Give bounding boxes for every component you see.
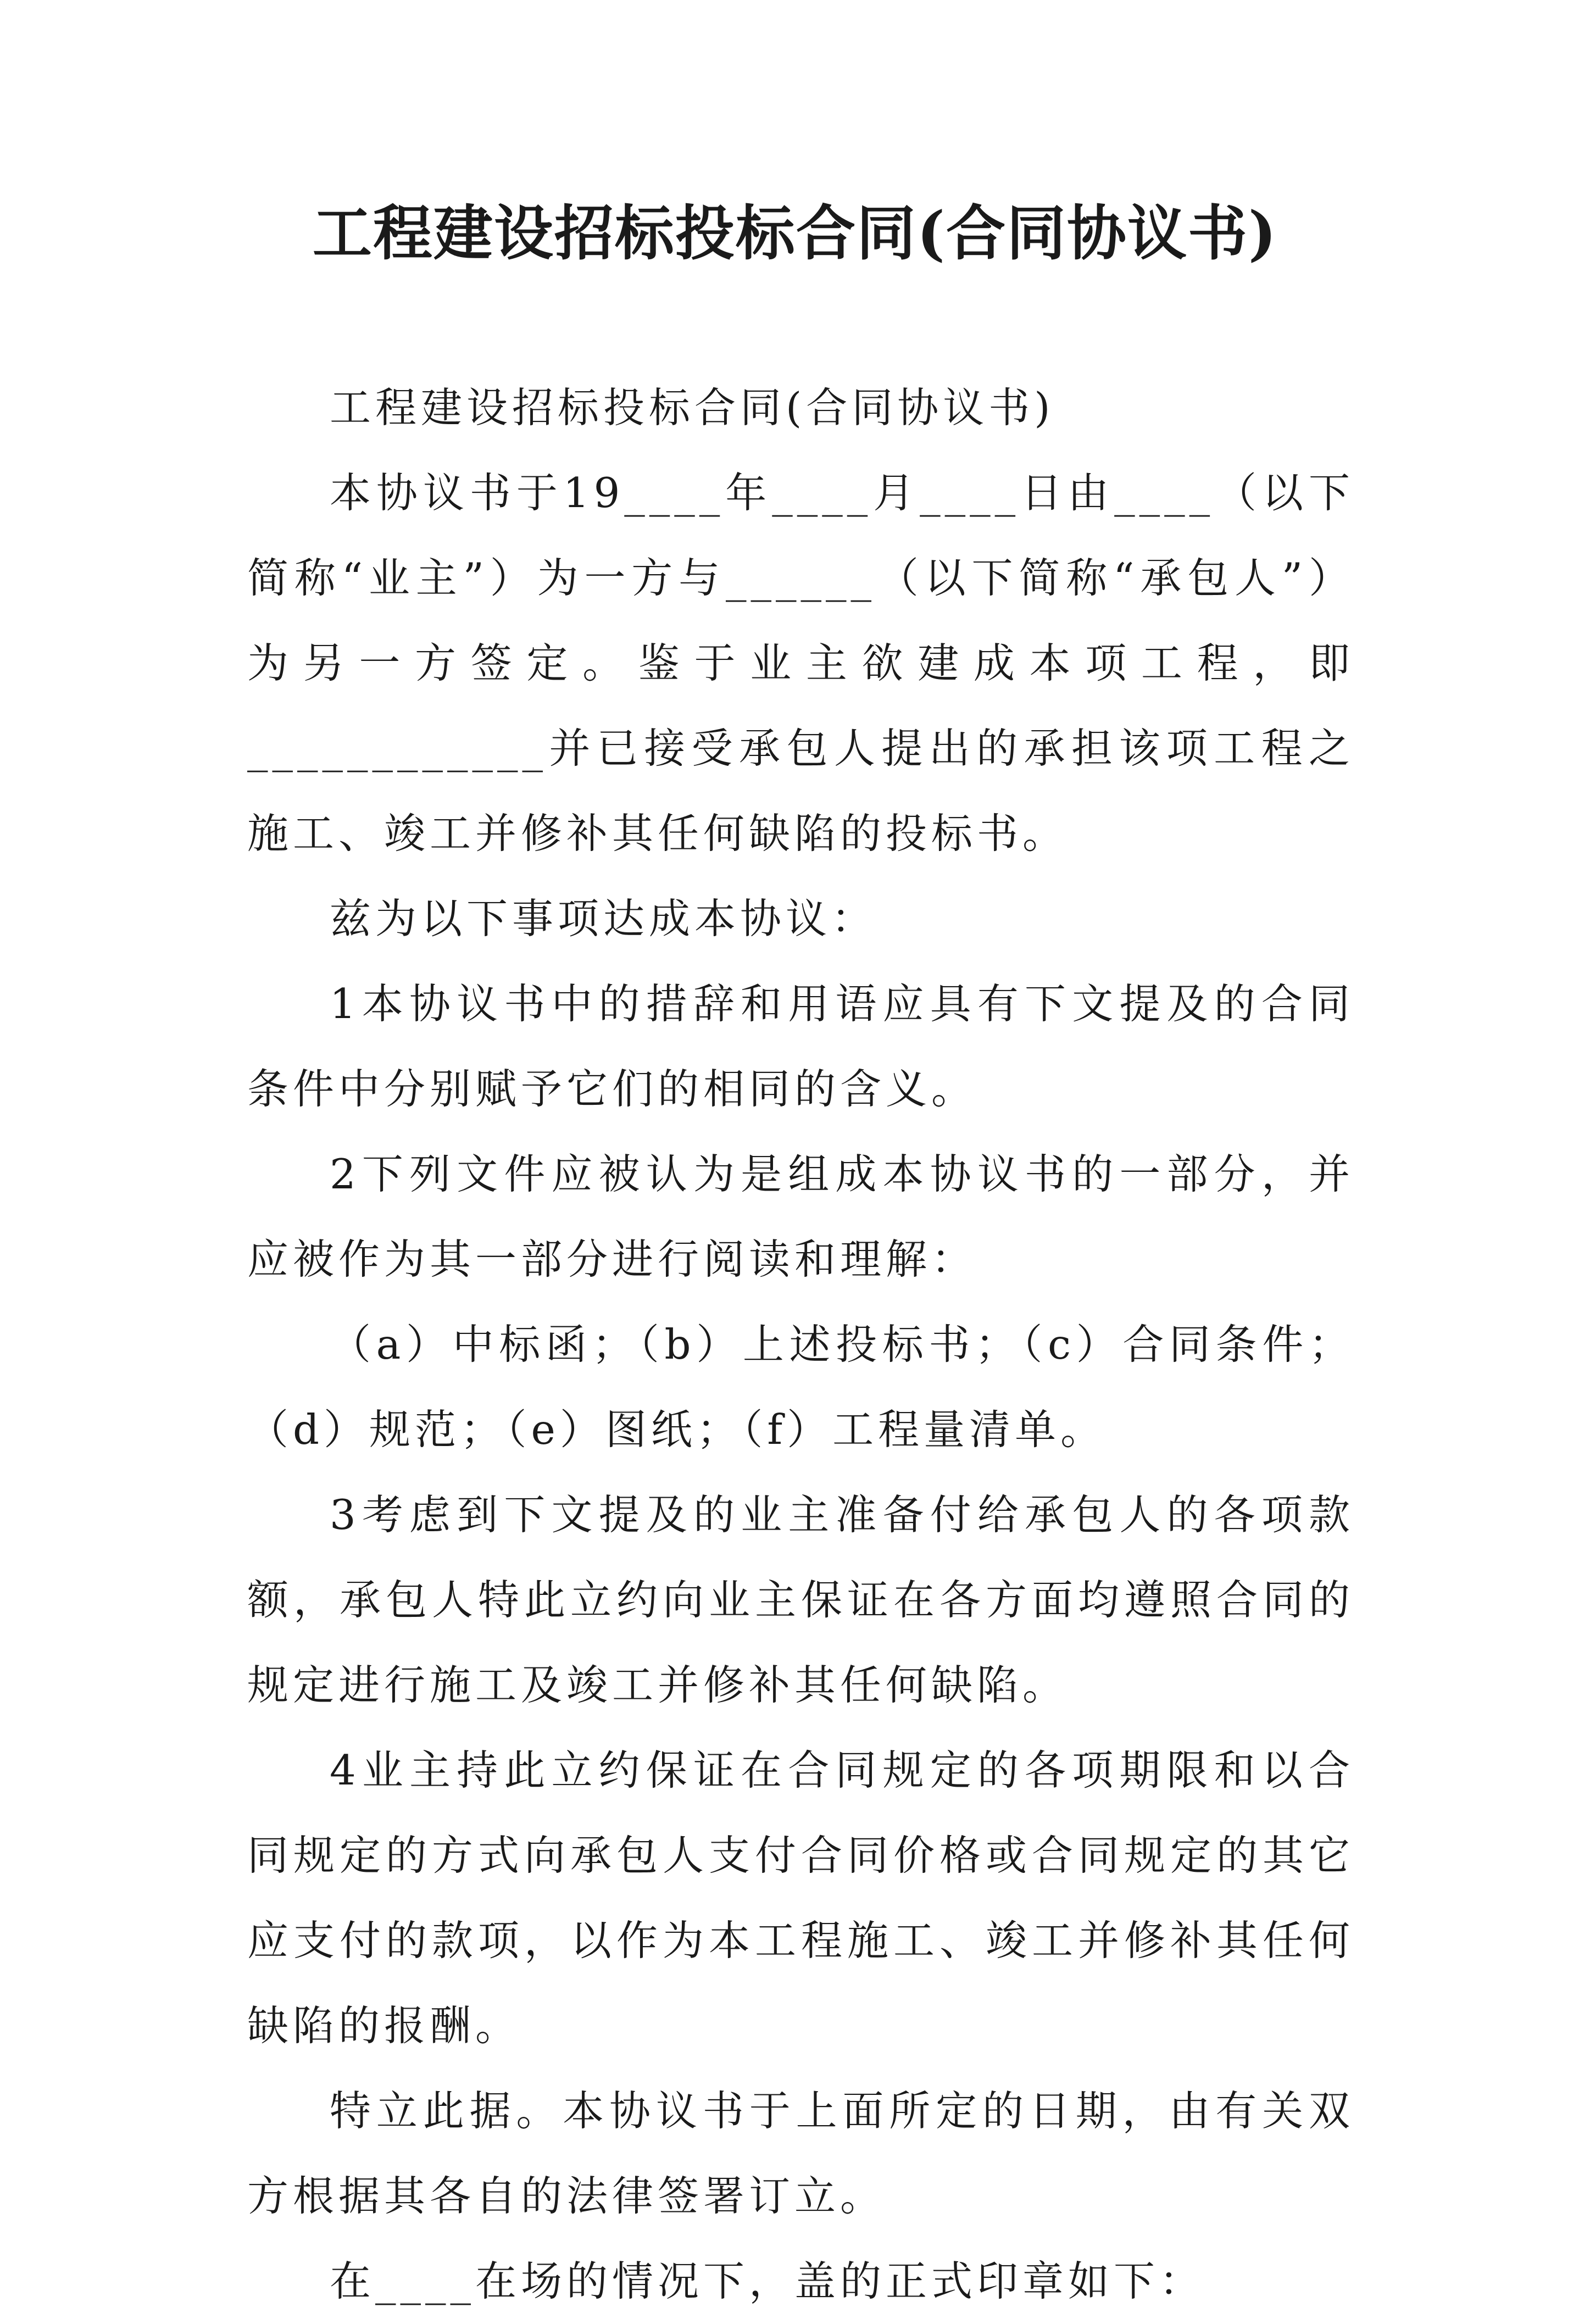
paragraph-clause-3: 3考虑到下文提及的业主准备付给承包人的各项款额，承包人特此立约向业主保证在各方面均遵照合同的规定进行施工及竣工并修补其任何缺陷。 bbox=[247, 1491, 1354, 1709]
paragraph-clause-1: 1本协议书中的措辞和用语应具有下文提及的合同条件中分别赋予它们的相同的含义。 bbox=[247, 980, 1354, 1113]
paragraph-clause-2: 2下列文件应被认为是组成本协议书的一部分，并应被作为其一部分进行阅读和理解： bbox=[247, 1150, 1354, 1283]
paragraph-witness: 特立此据。本协议书于上面所定的日期，由有关双方根据其各自的法律签署订立。 bbox=[247, 2087, 1354, 2220]
paragraph-agreement-date: 本协议书于19____年____月____日由____（以下简称“业主”）为一方与______（以下简称“承包人”）为另一方签定。鉴于业主欲建成本项工程，即____________并已接受承包人提出的承担该项工程之施工、竣工并修补其任何缺陷的投标书。 bbox=[247, 469, 1354, 858]
paragraph-clause-4: 4业主持此立约保证在合同规定的各项期限和以合同规定的方式向承包人支付合同价格或合同规定的其它应支付的款项，以作为本工程施工、竣工并修补其任何缺陷的报酬。 bbox=[247, 1746, 1354, 2050]
document-body bbox=[247, 365, 1354, 2324]
paragraph-heading-repeat: 工程建设招标投标合同(合同协议书) bbox=[330, 383, 1055, 432]
paragraph-seal: 在____在场的情况下，盖的正式印章如下： bbox=[330, 2257, 1205, 2305]
document-title: 工程建设招标投标合同(合同协议书) bbox=[312, 199, 1278, 268]
paragraph-agreed-matters: 兹为以下事项达成本协议： bbox=[330, 894, 877, 943]
paragraph-document-list: （a）中标函；（b）上述投标书；（c）合同条件；（d）规范；（e）图纸；（f）工程量清单。 bbox=[247, 1320, 1354, 1454]
